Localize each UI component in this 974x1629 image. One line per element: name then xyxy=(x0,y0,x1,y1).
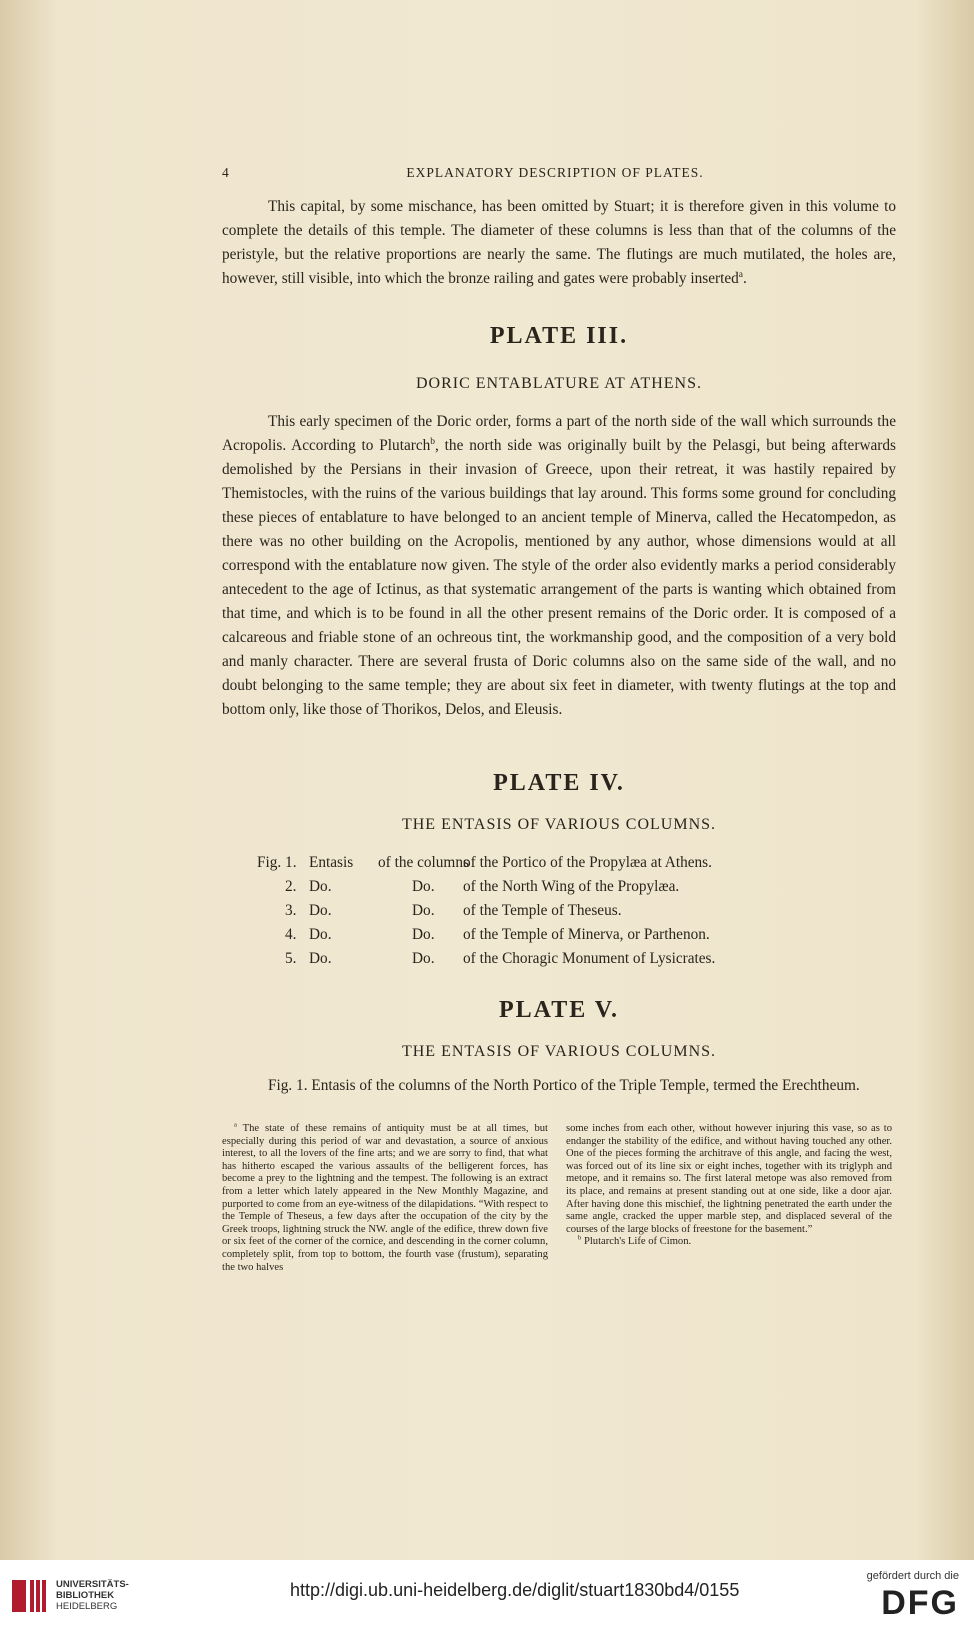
funded-by-text: gefördert durch die xyxy=(866,1570,959,1582)
plate-4-title: PLATE IV. xyxy=(493,770,625,796)
figure-a: Do. xyxy=(309,878,332,895)
figure-b: Do. xyxy=(412,950,435,967)
figure-row xyxy=(222,851,896,875)
figure-text: of the Portico of the Propylæa at Athens. xyxy=(463,854,712,871)
figure-a: Entasis xyxy=(309,854,354,871)
plate-5-figure-text: Fig. 1. Entasis of the columns of the North Portico of the Triple Temple, termed the Erechtheum. xyxy=(268,1077,860,1094)
footnote-b-marker: b xyxy=(578,1234,582,1242)
running-title: EXPLANATORY DESCRIPTION OF PLATES. xyxy=(406,165,704,180)
running-header xyxy=(210,165,900,181)
figure-text: of the Temple of Theseus. xyxy=(463,902,622,919)
plate-5-figure xyxy=(222,1074,896,1098)
plate-4-figure-list xyxy=(222,851,896,971)
figure-num: 3. xyxy=(285,902,297,919)
dfg-logo: DFG xyxy=(881,1584,959,1622)
plate-5-title: PLATE V. xyxy=(498,997,620,1023)
figure-num: Fig. 1. xyxy=(257,854,297,871)
figure-row xyxy=(222,947,896,971)
university-library-logo-icon xyxy=(10,1576,50,1616)
page-number: 4 xyxy=(222,165,230,180)
figure-b: of the columns xyxy=(378,854,469,871)
figure-text: of the Temple of Minerva, or Parthenon. xyxy=(463,926,710,943)
figure-num: 4. xyxy=(285,926,297,943)
figure-num: 2. xyxy=(285,878,297,895)
footer-bar xyxy=(0,1560,974,1629)
figure-text: of the Choragic Monument of Lysicrates. xyxy=(463,950,716,967)
plate-4-subtitle: THE ENTASIS OF VARIOUS COLUMNS. xyxy=(401,816,717,833)
footnote-b-text: Plutarch's Life of Cimon. xyxy=(583,1236,692,1248)
figure-row xyxy=(222,923,896,947)
footnote-a-right xyxy=(566,1123,892,1249)
plate-5-subtitle: THE ENTASIS OF VARIOUS COLUMNS. xyxy=(401,1043,717,1060)
plate-3-title: PLATE III. xyxy=(489,323,629,349)
footnote-a-marker: a xyxy=(234,1121,237,1129)
plate-3-paragraph xyxy=(222,410,896,722)
intro-paragraph: This capital, by some mischance, has been omitted by Stuart; it is therefore given in this volume to complete the details of this temple. The diameter of these columns is less than that of the columns of the peristyle, but the relative proportions are nearly the same. The flutings are much mutilated, the holes are, however, still visible, into which the bronze railing and gates were probably inserted$^a$. xyxy=(222,198,896,287)
figure-text: of the North Wing of the Propylæa. xyxy=(463,878,680,895)
figure-num: 5. xyxy=(285,950,297,967)
footnote-a-right-text: some inches from each other, without however injuring this vase, so as to endanger the stability of the edifice, and without having touched any other. One of the pieces forming the architrave of this angle, and facing the west, was forced out of its line six or eight inches, together with its triglyph and metope, and it remains so. The first lateral metope was also removed from its place, and remains at present standing out at one side, like a door ajar. After having done this mischief, the lightning penetrated the earth under the same angle, cracked the upper marble step, and displaced several of the courses of the large blocks of freestone for the basement.” xyxy=(566,1123,892,1235)
footnote-ref-b: b xyxy=(430,436,436,447)
permalink-url[interactable]: http://digi.ub.uni-heidelberg.de/diglit/stuart1830bd4/0155 xyxy=(290,1580,740,1600)
plate-3-subtitle: DORIC ENTABLATURE AT ATHENS. xyxy=(416,375,702,392)
footnote-a-left-text: The state of these remains of antiquity must be at all times, but especially during this period of war and devastation, a source of anxious interest, to all the lovers of the fine arts; and we are sorry to find, that what has hitherto escaped the various assaults of the belligerent forces, has become a prey to the lightning and the tempest. The following is an extract from a letter which lately appeared in the New Monthly Magazine, and purported to come from an eye-witness of the dilapidations. “With respect to the Temple of Theseus, a few days after the occupation of the city by the Greek troops, lightning struck the NW. angle of the edifice, threw down five or six feet of the corner of the cornice, and descending in the corner column, completely split, from top to bottom, the fourth vase (frustum), separating the two halves xyxy=(222,1123,548,1273)
figure-row xyxy=(222,899,896,923)
plate-3-text-b: , the north side was originally built by the Pelasgi, but being afterwards demolished by the Persians in their invasion of Greece, upon their retreat, it was hastily repaired by Themistocles, with the ruins of the various buildings that lay around. This forms some ground for concluding these pieces of entablature to have belonged to an ancient temple of Minerva, called the Hecatompedon, as there was no other building on the Acropolis, mentioned by any author, whose dimensions would at all correspond with the entablature now given. The style of the order also evidently marks a period considerably antecedent to the age of Ictinus, as that systematic arrangement of the parts is wanting which obtained from that time, and which is to be found in all the other present remains of the Doric order. It is composed of a calcareous and friable stone of an ochreous tint, the workmanship good, and the composition of a very bold and manly character. There are several frusta of Doric columns also on the same side of the wall, and no doubt belonging to the same temple; they are about six feet in diameter, with twenty flutings at the top and bottom only, like those of Thorikos, Delos, and Eleusis. xyxy=(222,437,896,718)
intro-text: This capital, by some mischance, has been omitted by Stuart; it is therefore given in this volume to complete the details of this temple. The diameter of these columns is less than that of the columns of the peristyle, but the relative proportions are nearly the same. The flutings are much mutilated, the holes are, however, still visible, into which the bronze railing and gates were probably inserted xyxy=(222,198,896,287)
plate-3-text-a: This early specimen of the Doric order, forms a part of the north side of the wall which surrounds the Acropolis. According to Plutarch xyxy=(222,413,896,454)
figure-b: Do. xyxy=(412,878,435,895)
institution-name: UNIVERSITÄTS- BIBLIOTHEK HEIDELBERG xyxy=(56,1579,129,1612)
figure-b: Do. xyxy=(412,902,435,919)
figure-a: Do. xyxy=(309,926,332,943)
figure-a: Do. xyxy=(309,902,332,919)
footnote-ref-a: a xyxy=(738,269,743,280)
footnote-a-left xyxy=(222,1123,548,1274)
figure-b: Do. xyxy=(412,926,435,943)
figure-row xyxy=(222,875,896,899)
figure-a: Do. xyxy=(309,950,332,967)
